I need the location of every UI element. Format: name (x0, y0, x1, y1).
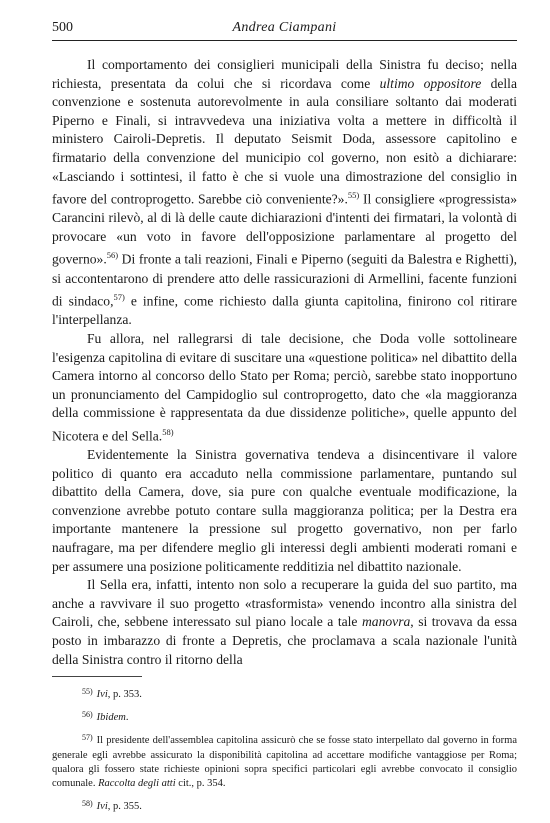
footnote-reference: 58) (162, 426, 174, 437)
footnote-number: 56) (82, 710, 93, 720)
footnote (52, 685, 517, 702)
page-header (52, 18, 517, 40)
header-rule (52, 40, 517, 41)
text-run: Evidentemente la Sinistra governativa tendeva a disincentivare il valore politico di quanto era accaduto nella commissione parlamentare, puntando sul dibattito della Camera, dove, sia pure con qualche eventuale modificazione, la convenzione avrebbe potuto contare sulla maggioranza politica; per la Destra era importante mantenere la pressione sul progetto governativo, non per farlo naufragare, ma per difendere meglio gli interessi degli ambienti moderati romani e per assumere una posizione politicamente redditizia nel dibattito nazionale. (52, 447, 517, 574)
text-run: cit., p. 354. (175, 778, 226, 790)
text-run: Di fronte a tali reazioni, Finali e Piperno (seguiti da Balestra e Righetti), si accontentarono di prendere atto delle rassicurazioni di Armellini, facente funzioni di sindaco, (52, 252, 517, 309)
page-number: 500 (52, 20, 73, 35)
text-run: . (125, 712, 129, 724)
footnote-number: 58) (82, 799, 93, 809)
text-run: Il presidente dell'assemblea capitolina assicurò che se fosse stato interpellato dal governo in forma generale egli avrebbe assicurato la disponibilità capitolina ad accettare modifiche vantaggiose per Roma; qualora gli fossero state richieste opinioni sopra specifici particolari egli avrebbe convocato il consiglio comunale. (52, 735, 517, 790)
footnote (52, 708, 517, 725)
body-paragraph (52, 56, 517, 330)
text-run: Fu allora, nel rallegrarsi di tale decisione, che Doda volle sottolineare l'esigenza capitolina di evitare di suscitare una «questione politica» nel dibattito della Camera intorno al concorso dello Stato per Roma; perciò, sarebbe stato inopportuno un pronunciamento del Campidoglio sul controprogetto, dato che «la maggioranza della commissione è rappresentata da due dissidenze politiche», quelle appunto del Nicotera e del Sella. (52, 330, 517, 444)
italic-text: Ivi (96, 689, 108, 700)
footnote-number: 57) (82, 733, 93, 743)
footnotes (52, 685, 517, 820)
body-paragraph (52, 576, 517, 669)
footnote (52, 797, 517, 814)
running-head: Andrea Ciampani (232, 20, 337, 35)
footnote (52, 731, 517, 791)
text-run: della convenzione e sostenuta autorevolmente in aula consiliare soltanto dai moderati Piperno e Finali, si intravvedeva una iniziativa volta a mettere in difficoltà il ministero Cairoli-Depretis. Il deputato Seismit Doda, assessore capitolino e firmatario della convenzione del municipio col governo, non esitò a dichiarare: «Lasciando i sottintesi, il fatto è che si vuole una dimostrazione del consiglio in favore del controprogetto. Sarebbe ciò conveniente?». (52, 75, 517, 207)
footnote-reference: 56) (106, 250, 119, 261)
footnote-number: 55) (82, 687, 93, 696)
italic-text: manovra (361, 614, 411, 630)
text-run: , p. 355. (107, 801, 142, 813)
text-run: Il Sella era, infatti, intento non solo a recuperare la guida del suo partito, ma anche a ravvivare il suo progetto «trasformista» venendo incontro alla sinistra del Cairoli, che, sebbene interessato sul piano locale a tale (52, 577, 517, 630)
italic-text: Raccolta degli atti (98, 778, 176, 790)
text-run: Il comportamento dei consiglieri municipali della Sinistra fu deciso; nella richiesta, presentata da colui che si ricordava come (52, 57, 517, 91)
footnote-reference: 55) (347, 190, 360, 201)
footnote-reference: 57) (113, 292, 125, 303)
footnote-separator (52, 676, 142, 677)
text-run: , si trovava da essa posto in imbarazzo di fronte a Depretis, che proclamava a scala nazionale l'unità della Sinistra contro il ritorno della (52, 614, 517, 667)
body-paragraph (52, 330, 517, 446)
text-run: , p. 353. (107, 689, 142, 700)
italic-text: Ibidem (96, 712, 126, 724)
main-text (52, 56, 517, 669)
italic-text: ultimo oppositore (379, 75, 482, 91)
italic-text: Ivi (96, 801, 108, 813)
body-paragraph (52, 446, 517, 576)
text-run: e infine, come richiesto dalla giunta capitolina, finirono col ritirare l'interpellanza. (52, 293, 517, 328)
text-run: Il consigliere «progressista» Carancini rilevò, al di là delle caute dichiarazioni d'intenti dei firmatari, la volontà di provocare «un voto in favore dell'opposizione parlamentare al progetto del governo». (52, 191, 518, 267)
